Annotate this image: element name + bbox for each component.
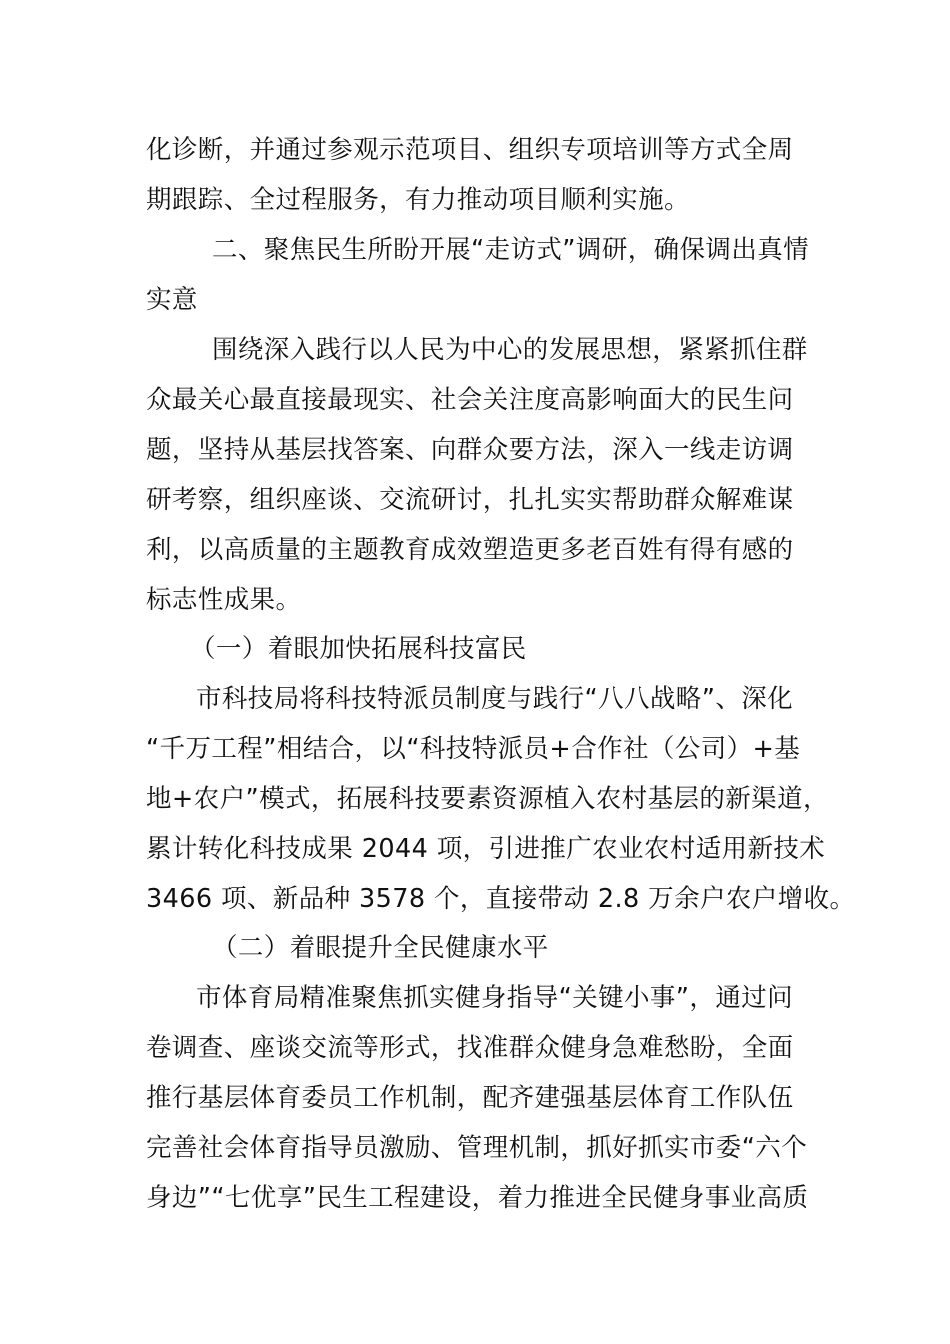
subsection-heading: （二）着眼提升全民健康水平 xyxy=(212,933,549,963)
text-line: 卷调查、座谈交流等形式，找准群众健身急难愁盼，全面 xyxy=(146,1033,794,1063)
text-line: 市体育局精准聚焦抓实健身指导“关键小事”，通过问 xyxy=(196,983,794,1013)
text-line: 化诊断，并通过参观示范项目、组织专项培训等方式全周 xyxy=(146,135,794,165)
text-line: 标志性成果。 xyxy=(146,585,302,615)
text-line: 市科技局将科技特派员制度与践行“八八战略”、深化 xyxy=(196,684,794,714)
text-line: 推行基层体育委员工作机制，配齐建强基层体育工作队伍 xyxy=(146,1083,794,1113)
text-line: 围绕深入践行以人民为中心的发展思想，紧紧抓住群 xyxy=(212,335,808,365)
text-line: 身边”“七优享”民生工程建设，着力推进全民健身事业高质 xyxy=(146,1183,809,1213)
text-line: 利，以高质量的主题教育成效塑造更多老百姓有得有感的 xyxy=(146,535,794,565)
text-line: 研考察，组织座谈、交流研讨，扎扎实实帮助群众解难谋 xyxy=(146,485,794,515)
section-heading: 二、聚焦民生所盼开展“走访式”调研，确保调出真情 xyxy=(212,235,810,265)
text-line: 3466 项、新品种 3578 个，直接带动 2.8 万余户农户增收。 xyxy=(146,884,856,914)
text-line: 题，坚持从基层找答案、向群众要方法，深入一线走访调 xyxy=(146,435,794,465)
text-line: “千万工程”相结合，以“科技特派员+合作社（公司）+基 xyxy=(146,734,801,764)
text-line: 完善社会体育指导员激励、管理机制，抓好抓实市委“六个 xyxy=(146,1133,808,1163)
text-line: 众最关心最直接最现实、社会关注度高影响面大的民生问 xyxy=(146,385,794,415)
section-heading-continued: 实意 xyxy=(146,285,198,315)
text-line: 期跟踪、全过程服务，有力推动项目顺利实施。 xyxy=(146,185,690,215)
text-line: 累计转化科技成果 2044 项，引进推广农业农村适用新技术 xyxy=(146,834,826,864)
text-line: 地+农户”模式，拓展科技要素资源植入农村基层的新渠道， xyxy=(146,784,829,814)
subsection-heading: （一）着眼加快拓展科技富民 xyxy=(190,634,527,664)
